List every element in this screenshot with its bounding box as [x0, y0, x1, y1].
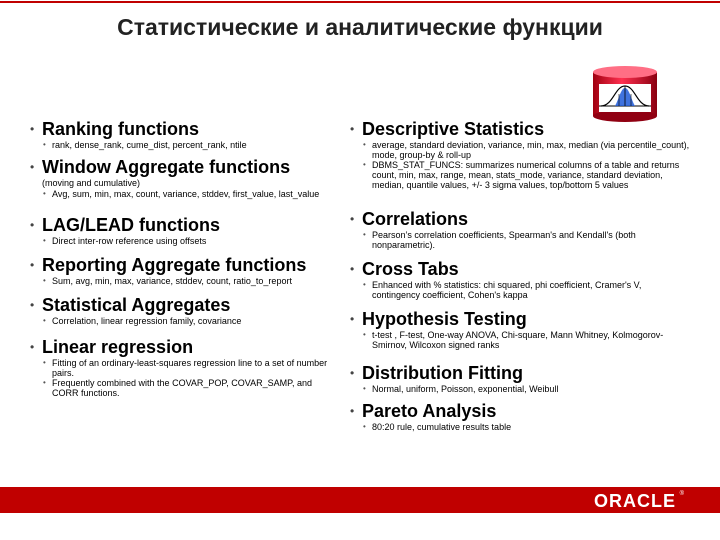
bullet-icon: • — [30, 218, 35, 232]
section-lag-lead — [30, 214, 345, 254]
bullet-icon: • — [30, 160, 35, 174]
list-item: • DBMS_STAT_FUNCS: summarizes numerical columns of a table and returns count, min, max, range, mean, stats_mode, variance, standard deviation, median, quantile values, +/- 3 sigma values, top/bottom 5 values — [362, 160, 690, 190]
section-heading: Reporting Aggregate functions — [42, 255, 307, 275]
section-reporting-aggregate — [30, 254, 345, 294]
list-item: • 80:20 rule, cumulative results table — [362, 422, 690, 432]
bell-curve-database-icon — [585, 66, 665, 124]
section-heading: LAG/LEAD functions — [42, 215, 220, 235]
list-item: • Frequently combined with the COVAR_POP, COVAR_SAMP, and CORR functions. — [42, 378, 337, 398]
bullet-icon: • — [350, 262, 355, 276]
bullet-icon: • — [30, 258, 35, 272]
list-item: • Enhanced with % statistics: chi squared, phi coefficient, Cramer's V, contingency coefficient, Cohen's kappa — [362, 280, 690, 300]
bullet-icon: • — [350, 404, 355, 418]
bullet-icon: • — [350, 366, 355, 380]
section-correlations — [350, 208, 690, 258]
section-heading: Statistical Aggregates — [42, 295, 231, 315]
bullet-icon: • — [350, 212, 355, 226]
left-column — [30, 118, 345, 398]
list-item: • Pearson’s correlation coefficients, Spearman's and Kendall's (both nonparametric). — [362, 230, 690, 250]
list-item: • Avg, sum, min, max, count, variance, stddev, first_value, last_value — [42, 189, 345, 199]
section-cross-tabs — [350, 258, 690, 308]
section-distribution-fitting — [350, 362, 690, 400]
section-heading: Descriptive Statistics — [362, 119, 545, 139]
slide-title: Статистические и аналитические функции — [117, 14, 603, 40]
bullet-icon: • — [350, 122, 355, 136]
section-pareto-analysis — [350, 400, 690, 432]
list-item: • Sum, avg, min, max, variance, stddev, count, ratio_to_report — [42, 276, 345, 286]
bullet-icon: • — [30, 340, 35, 354]
list-item: • average, standard deviation, variance, min, max, median (via percentile_count), mode, group-by & roll-up — [362, 140, 690, 160]
section-heading: Ranking functions — [42, 119, 199, 139]
section-heading: Linear regression — [42, 337, 194, 357]
footer-bar — [0, 487, 720, 513]
section-statistical-aggregates — [30, 294, 345, 336]
section-heading: Window Aggregate functions — [42, 157, 291, 177]
section-hypothesis-testing — [350, 308, 690, 362]
section-heading: Pareto Analysis — [362, 401, 497, 421]
list-item: • Direct inter-row reference using offsets — [42, 236, 345, 246]
section-linear-regression — [30, 336, 345, 398]
list-item: • Normal, uniform, Poisson, exponential, Weibull — [362, 384, 690, 394]
list-item: • t-test , F-test, One-way ANOVA, Chi-square, Mann Whitney, Kolmogorov-Smirnov, Wilcoxon signed ranks — [362, 330, 690, 350]
list-item: • Fitting of an ordinary-least-squares regression line to a set of number pairs. — [42, 358, 337, 378]
bullet-icon: • — [30, 298, 35, 312]
list-item: • rank, dense_rank, cume_dist, percent_rank, ntile — [42, 140, 345, 150]
right-column — [350, 118, 690, 432]
section-note: (moving and cumulative) — [42, 178, 141, 188]
section-window-aggregate — [30, 156, 345, 214]
bullet-icon: • — [30, 122, 35, 136]
section-ranking — [30, 118, 345, 156]
registered-mark: ® — [679, 491, 684, 497]
oracle-logo: ORACLE — [594, 491, 676, 511]
section-heading: Hypothesis Testing — [362, 309, 527, 329]
list-item: • Correlation, linear regression family, covariance — [42, 316, 345, 326]
section-descriptive-statistics — [350, 118, 690, 208]
section-heading: Correlations — [362, 209, 469, 229]
bullet-icon: • — [350, 312, 355, 326]
section-heading: Cross Tabs — [362, 259, 459, 279]
section-heading: Distribution Fitting — [362, 363, 523, 383]
top-rule — [0, 1, 720, 3]
